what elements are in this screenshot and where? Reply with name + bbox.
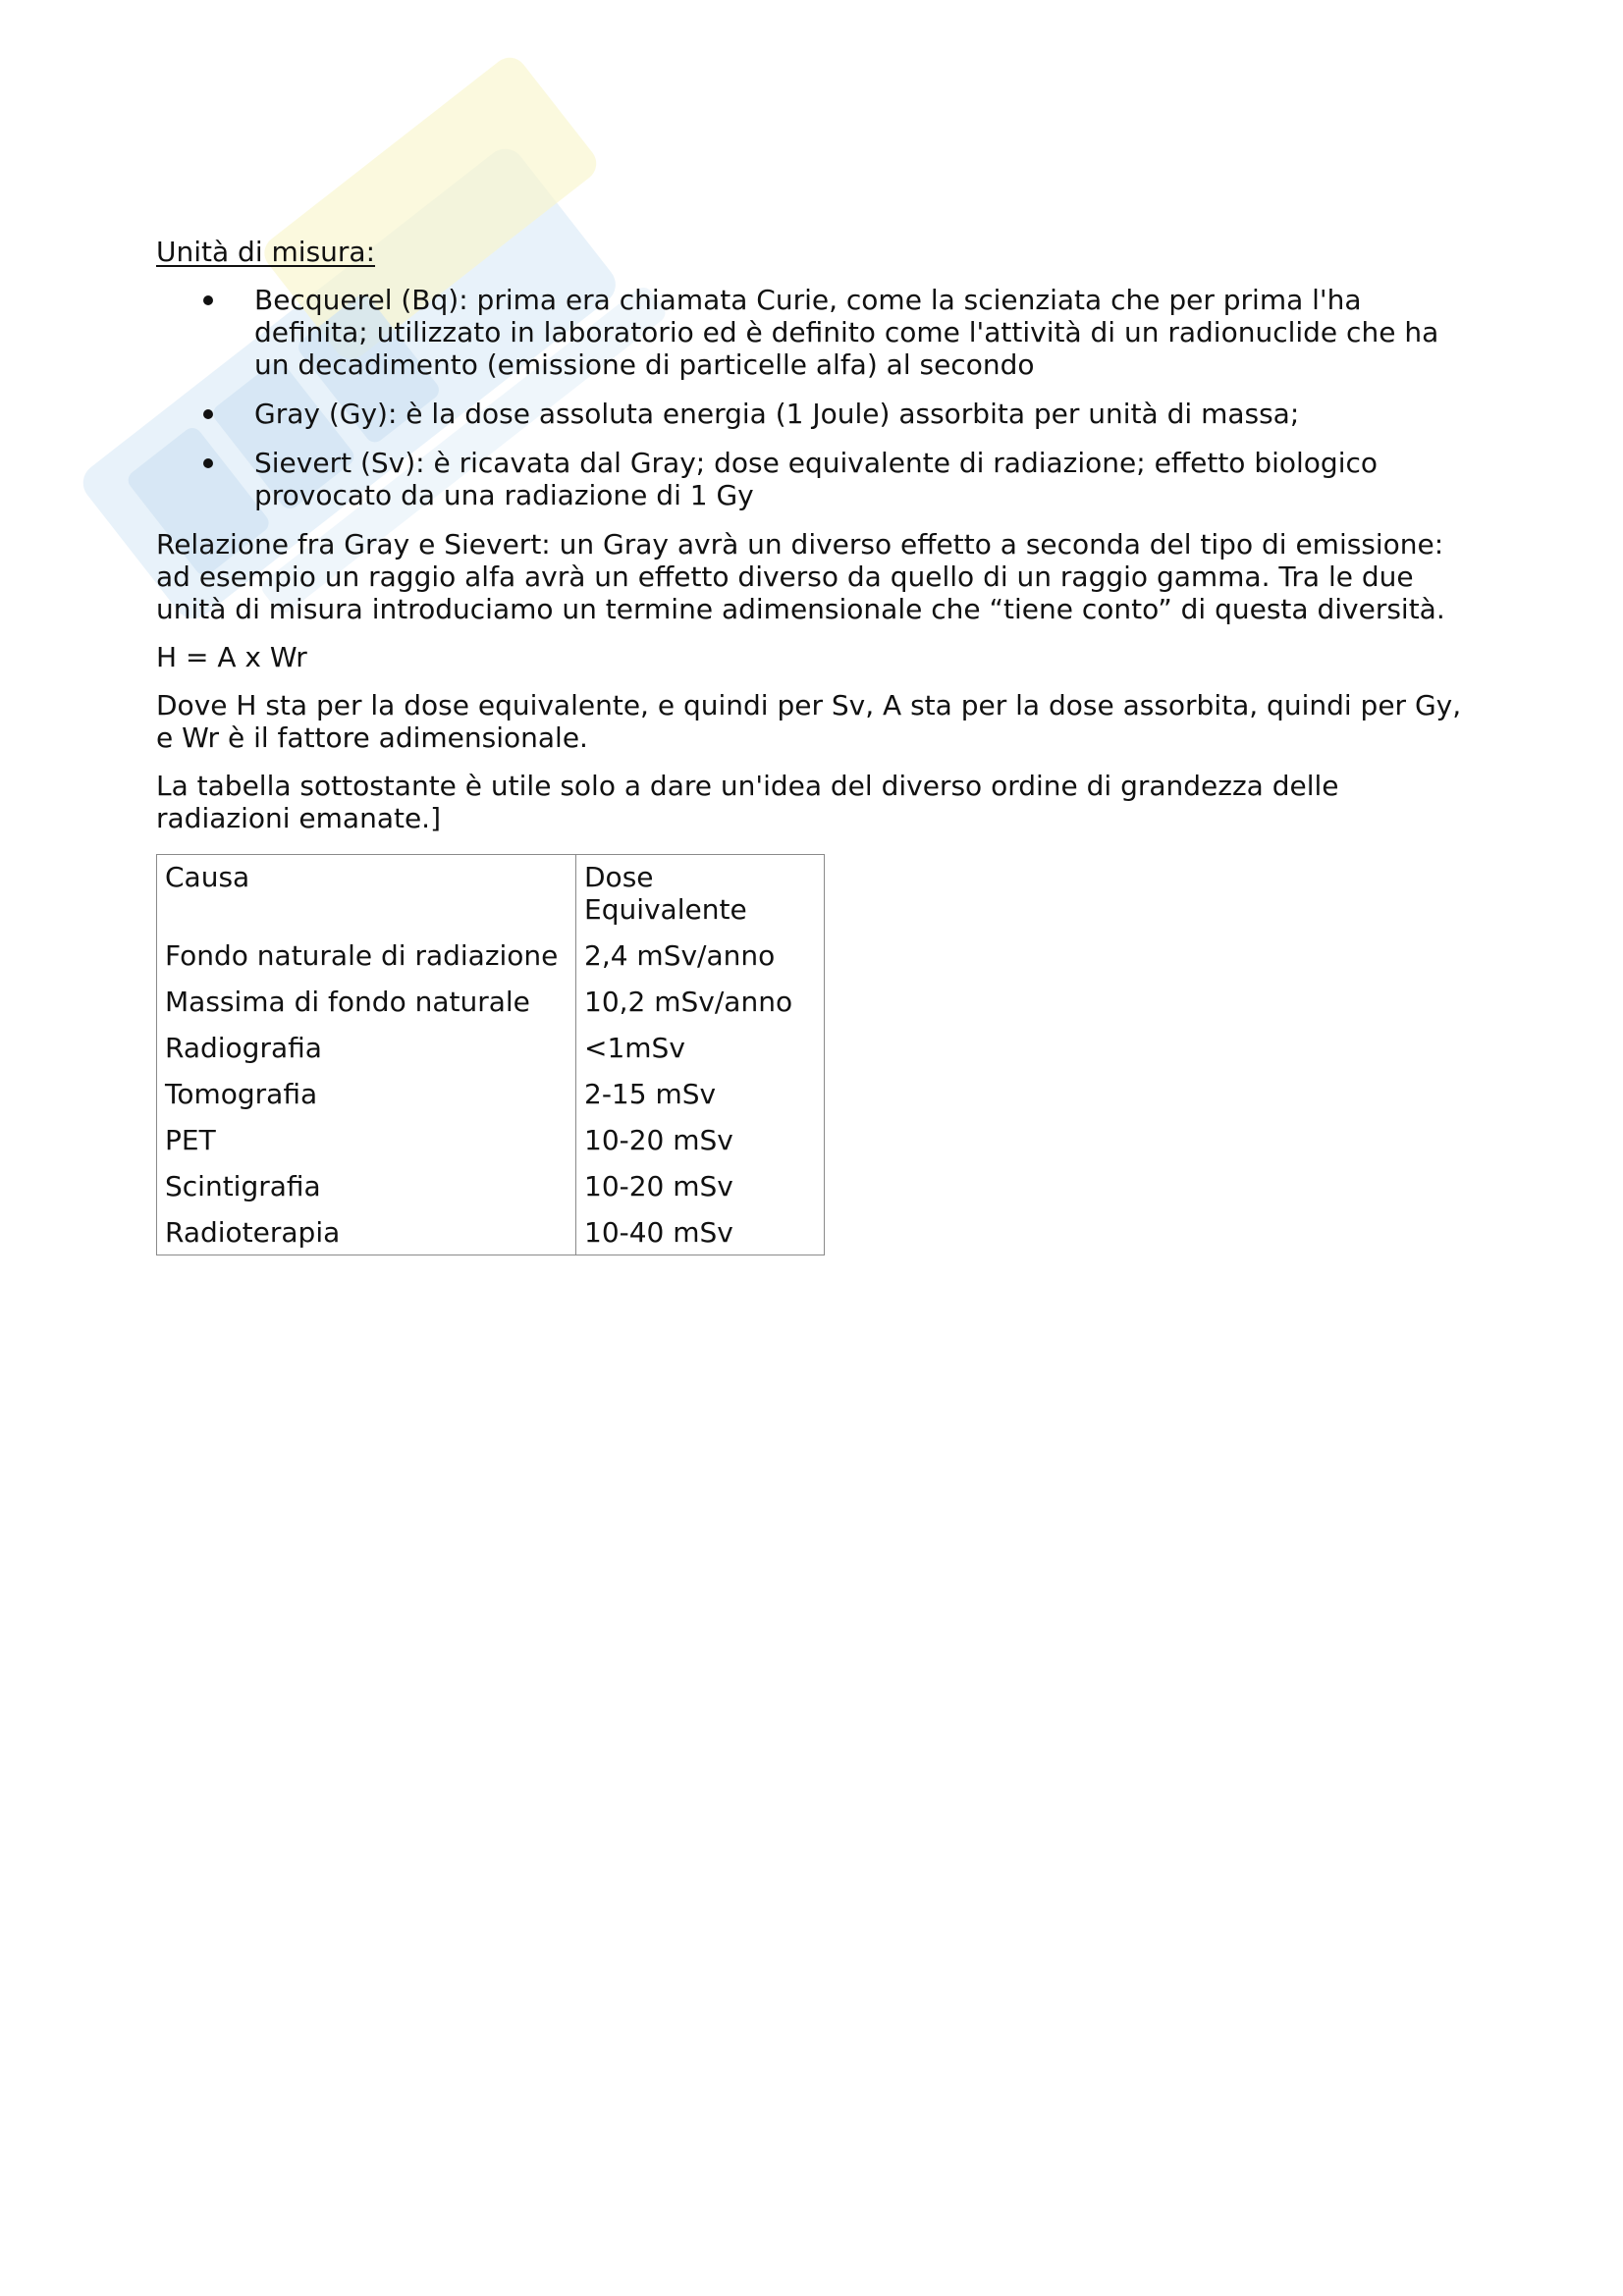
list-item xyxy=(156,398,1472,430)
table-row xyxy=(157,1072,825,1118)
table-header-cell: Dose Equivalente xyxy=(576,855,825,934)
table-row xyxy=(157,1210,825,1255)
table-cell: Scintigrafia xyxy=(157,1164,576,1210)
table-cell: Radiografia xyxy=(157,1026,576,1072)
table-cell: Massima di fondo naturale xyxy=(157,980,576,1026)
table-cell: Fondo naturale di radiazione xyxy=(157,934,576,980)
table-cell: <1mSv xyxy=(576,1026,825,1072)
dose-table xyxy=(156,854,825,1255)
table-row xyxy=(157,1118,825,1164)
table-cell: Tomografia xyxy=(157,1072,576,1118)
table-cell: 10-20 mSv xyxy=(576,1118,825,1164)
paragraph-table-intro: La tabella sottostante è utile solo a dare un'idea del diverso ordine di grandezza delle radiazioni emanate.] xyxy=(156,770,1339,834)
paragraph-formula: H = A x Wr xyxy=(156,641,307,673)
table-cell: PET xyxy=(157,1118,576,1164)
list-item xyxy=(156,447,1472,511)
table-cell: 10-20 mSv xyxy=(576,1164,825,1210)
table-cell: 2-15 mSv xyxy=(576,1072,825,1118)
section-heading: Unità di misura: xyxy=(156,236,376,268)
table-cell: 2,4 mSv/anno xyxy=(576,934,825,980)
units-list xyxy=(156,284,1472,511)
table-header-cell: Causa xyxy=(157,855,576,934)
table-cell: 10,2 mSv/anno xyxy=(576,980,825,1026)
document-page xyxy=(156,236,1472,1255)
table-cell: Radioterapia xyxy=(157,1210,576,1255)
bullet-icon xyxy=(203,409,213,419)
list-item-text: Becquerel (Bq): prima era chiamata Curie, come la scienziata che per prima l'ha definita; utilizzato in laboratorio ed è definito come l'attività di un radionuclide che ha un decadimento (emissione di particelle alfa) al secondo xyxy=(254,284,1439,381)
paragraph-relation: Relazione fra Gray e Sievert: un Gray avrà un diverso effetto a seconda del tipo di emissione: ad esempio un raggio alfa avrà un effetto diverso da quello di un raggio gamma. Tra le due unità di misura introduciamo un termine adimensionale che “tiene conto” di questa diversità. xyxy=(156,528,1445,625)
list-item-text: Sievert (Sv): è ricavata dal Gray; dose equivalente di radiazione; effetto biologico provocato da una radiazione di 1 Gy xyxy=(254,447,1378,511)
bullet-icon xyxy=(203,458,213,468)
list-item xyxy=(156,284,1472,381)
table-row xyxy=(157,1164,825,1210)
table-cell: 10-40 mSv xyxy=(576,1210,825,1255)
paragraph-definitions: Dove H sta per la dose equivalente, e quindi per Sv, A sta per la dose assorbita, quindi per Gy, e Wr è il fattore adimensionale. xyxy=(156,689,1462,754)
table-row xyxy=(157,980,825,1026)
table-row xyxy=(157,1026,825,1072)
bullet-icon xyxy=(203,295,213,305)
list-item-text: Gray (Gy): è la dose assoluta energia (1 Joule) assorbita per unità di massa; xyxy=(254,398,1300,430)
table-row xyxy=(157,934,825,980)
table-header-row xyxy=(157,855,825,934)
